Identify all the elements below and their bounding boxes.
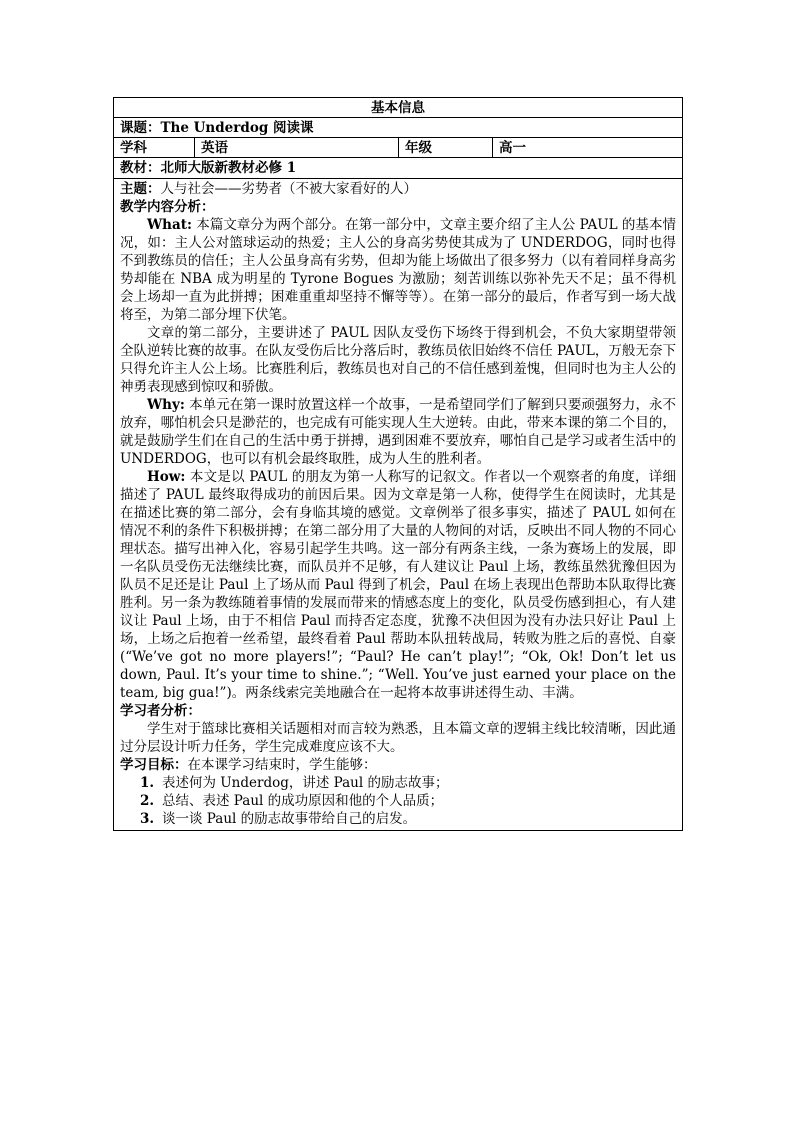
why-text: 本单元在第一课时放置这样一个故事，一是希望同学们了解到只要顽强努力，永不放弃，哪怕机会只是渺茫的，也完成有可能实现人生大逆转。由此，带来本课的第二个目的，就是鼓励学生们在自己的生活中勇于拼搏，遇到困难不要放弃，哪怕自己是学习或者生活中的 UNDERDOG，也可以有机会最终取胜，成为人生的胜利者。 [120,397,677,467]
content-analysis-heading: 教学内容分析： [120,199,215,215]
subject-value: 英语 [194,138,398,157]
objectives-line [120,756,676,774]
objectives-intro: 在本课学习结束时，学生能够： [187,757,377,773]
what-label: What: [147,217,192,233]
textbook-label: 教材： [120,160,161,176]
table-title: 基本信息 [114,98,682,118]
why-label: Why: [147,397,185,413]
how-label: How: [147,469,186,485]
theme-line [120,180,676,198]
objective-number: 2. [140,793,155,809]
lesson-title: The Underdog 阅读课 [160,120,314,136]
objectives-list [120,774,676,828]
objective-item [120,810,676,828]
what-paragraph [120,216,676,324]
objective-text: 表述何为 Underdog，讲述 Paul 的励志故事； [162,775,449,791]
textbook-row [114,158,682,179]
lesson-label: 课题： [120,120,161,136]
how-paragraph [120,468,676,702]
theme-label: 主题： [120,181,161,197]
grade-value: 高一 [492,138,682,157]
objective-text: 总结、表述 Paul 的成功原因和他的个人品质； [162,793,444,809]
objective-item [120,774,676,792]
lesson-row [114,118,682,138]
objectives-heading: 学习目标： [120,757,188,773]
lesson-plan-table [113,97,683,831]
content-cell [114,179,682,830]
how-text: 本文是以 PAUL 的朋友为第一人称写的记叙文。作者以一个观察者的角度，详细描述了 PAUL 最终取得成功的前因后果。因为文章是第一人称，使得学生在阅读时，尤其是在描述比赛的第二部分，会有身临其境的感觉。文章例举了很多事实，描述了 PAUL 如何在情况不利的条件下积极拼搏；在第二部分用了大量的人物间的对话，反映出不同人物的不同心理状态。描写出神入化，容易引起学生共鸣。这一部分有两条主线，一条为赛场上的发展，即一名队员受伤无法继续比赛，而队员并不足够，有人建议让 Paul 上场，教练虽然犹豫但因为队员不足还是让 Paul 上了场从而 Paul 得到了机会，Paul 在场上表现出色帮助本队取得比赛胜利。另一条为教练随着事情的发展而带来的情感态度上的变化，队员受伤感到担心，有人建议让 Paul 上场，由于不相信 Paul 而持否定态度，犹豫不决但因为没有办法只好让 Paul 上场，上场之后抱着一丝希望，最终看着 Paul 帮助本队扭转战局，转败为胜之后的喜悦、自豪(“We’ve got no more players!”; “Paul? He can’t play!”; “Ok, Ok! Don’t let us down, Paul. It’s your time to shine.”; “Well. You’ve just earned your place on the team, big gua!”)。两条线索完美地融合在一起将本故事讲述得生动、丰满。 [120,469,676,701]
grade-label: 年级 [398,138,492,157]
learner-analysis-heading: 学习者分析： [120,703,201,719]
theme-value: 人与社会——劣势者（不被大家看好的人） [160,181,417,197]
what-text: 本篇文章分为两个部分。在第一部分中，文章主要介绍了主人公 PAUL 的基本情况，如：主人公对篮球运动的热爱；主人公的身高劣势使其成为了 UNDERDOG，同时也得不到教练员的信任；主人公虽身高有劣势，但却为能上场做出了很多努力（以有着同样身高劣势却能在 NBA 成为明星的 Tyrone Bogues 为激励；刻苦训练以弥补先天不足；虽不得机会上场却一直为此拼搏；困难重重却坚持不懈等等）。在第一部分的最后，作者写到一场大战将至，为第二部分埋下伏笔。 [120,217,676,323]
objective-text: 谈一谈 Paul 的励志故事带给自己的启发。 [162,811,417,827]
textbook-value: 北师大版新教材必修 1 [160,160,297,176]
objective-number: 3. [140,811,155,827]
part2-paragraph: 文章的第二部分，主要讲述了 PAUL 因队友受伤下场终于得到机会，不负大家期望带领全队逆转比赛的故事。在队友受伤后比分落后时，教练员依旧始终不信任 PAUL，万般无奈下只得允许主人公上场。比赛胜利后，教练员也对自己的不信任感到羞愧，但同时也为主人公的神勇表现感到惊叹和骄傲。 [120,325,676,395]
objective-item [120,792,676,810]
objective-number: 1. [140,775,155,791]
why-paragraph [120,396,676,468]
subject-label: 学科 [120,140,147,156]
learner-analysis-text: 学生对于篮球比赛相关话题相对而言较为熟悉，且本篇文章的逻辑主线比较清晰，因此通过分层设计听力任务，学生完成难度应该不大。 [120,721,676,755]
subject-grade-row [114,138,682,158]
